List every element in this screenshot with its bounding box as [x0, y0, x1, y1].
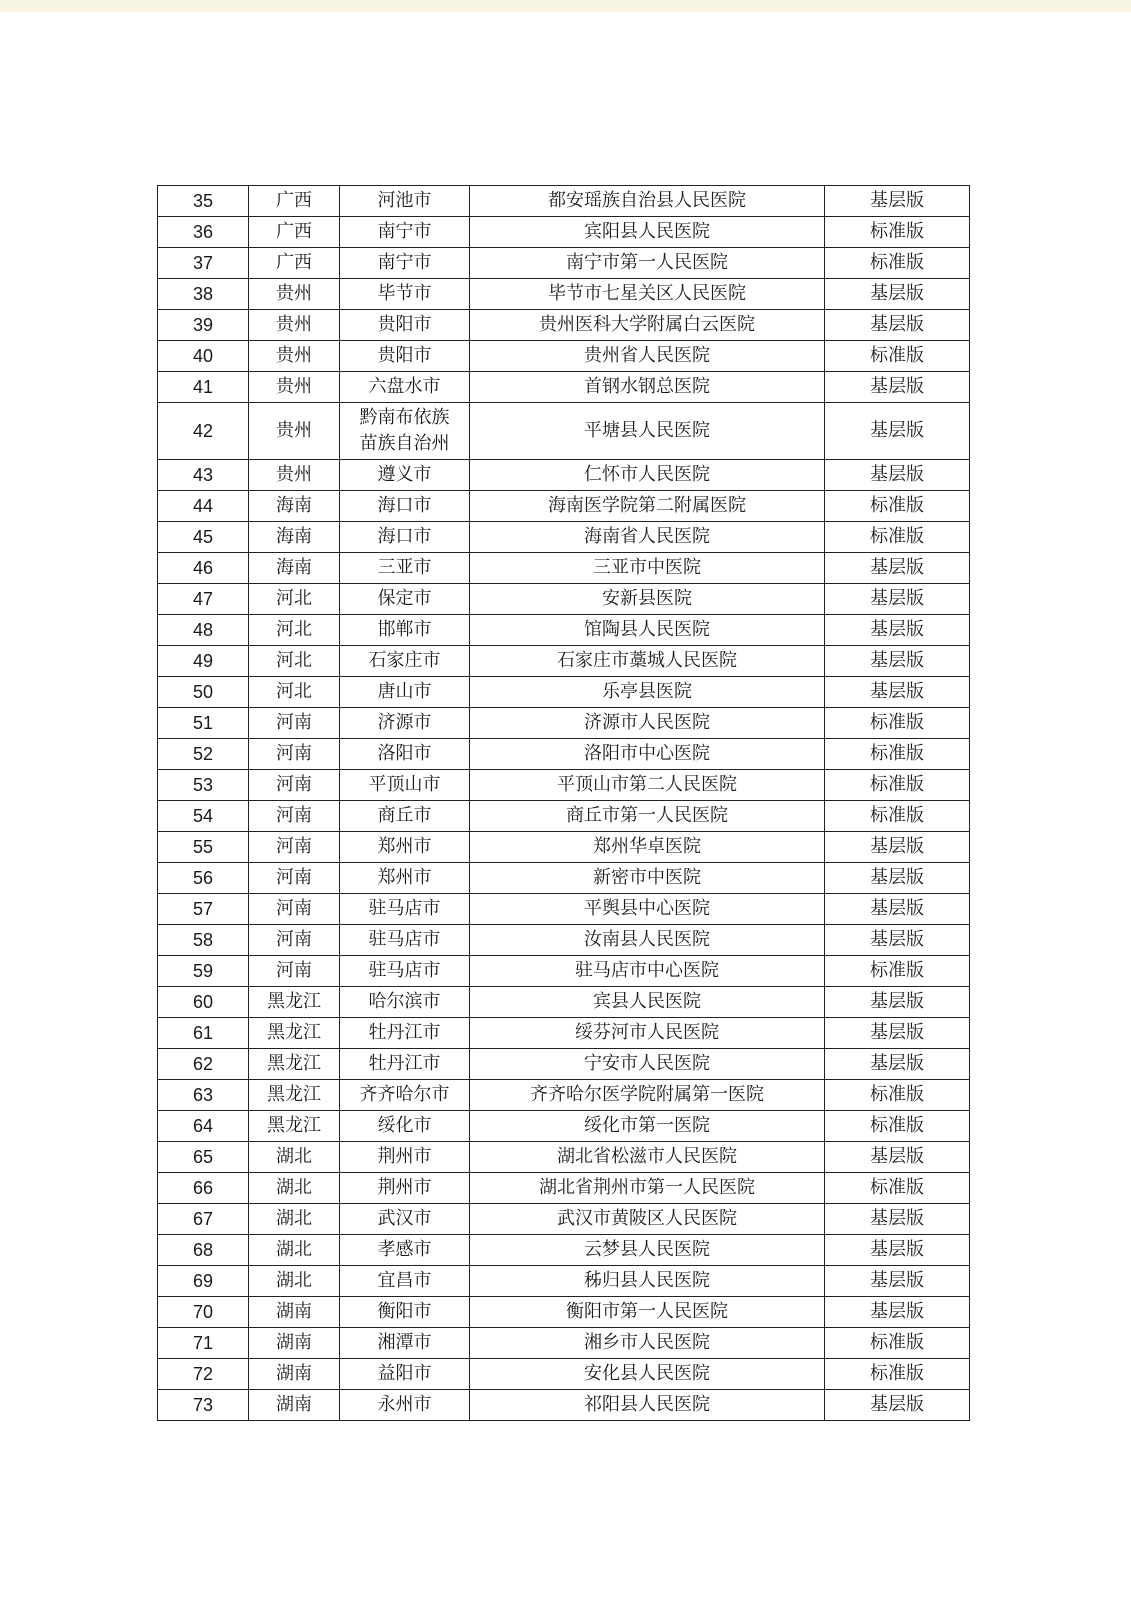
hospital-name-cell: 洛阳市中心医院: [470, 739, 825, 770]
city-cell: 永州市: [340, 1390, 470, 1421]
version-cell: 基层版: [825, 310, 970, 341]
city-cell: 遵义市: [340, 460, 470, 491]
table-row: [158, 1173, 970, 1204]
table-row: [158, 1328, 970, 1359]
version-cell: 基层版: [825, 279, 970, 310]
table-row: [158, 1235, 970, 1266]
hospital-name-cell: 石家庄市藁城人民医院: [470, 646, 825, 677]
province-cell: 贵州: [249, 460, 340, 491]
table-row: [158, 1111, 970, 1142]
row-number: 70: [158, 1297, 249, 1328]
province-cell: 黑龙江: [249, 1080, 340, 1111]
version-cell: 基层版: [825, 1266, 970, 1297]
province-cell: 海南: [249, 491, 340, 522]
hospital-name-cell: 新密市中医院: [470, 863, 825, 894]
hospital-name-cell: 云梦县人民医院: [470, 1235, 825, 1266]
row-number: 51: [158, 708, 249, 739]
table-row: [158, 1297, 970, 1328]
hospital-name-cell: 郑州华卓医院: [470, 832, 825, 863]
city-cell: 武汉市: [340, 1204, 470, 1235]
city-cell: 石家庄市: [340, 646, 470, 677]
version-cell: 基层版: [825, 1390, 970, 1421]
version-cell: 基层版: [825, 1235, 970, 1266]
city-cell: 河池市: [340, 186, 470, 217]
version-cell: 基层版: [825, 832, 970, 863]
row-number: 73: [158, 1390, 249, 1421]
table-row: [158, 1266, 970, 1297]
row-number: 40: [158, 341, 249, 372]
row-number: 66: [158, 1173, 249, 1204]
version-cell: 基层版: [825, 403, 970, 460]
hospital-name-cell: 宾县人民医院: [470, 987, 825, 1018]
hospital-name-cell: 仁怀市人民医院: [470, 460, 825, 491]
version-cell: 标准版: [825, 1173, 970, 1204]
city-cell: 荆州市: [340, 1142, 470, 1173]
version-cell: 基层版: [825, 677, 970, 708]
city-cell: 海口市: [340, 522, 470, 553]
city-cell: 六盘水市: [340, 372, 470, 403]
province-cell: 广西: [249, 186, 340, 217]
city-cell: 黔南布依族 苗族自治州: [340, 403, 470, 460]
table-row: [158, 1080, 970, 1111]
row-number: 55: [158, 832, 249, 863]
province-cell: 贵州: [249, 310, 340, 341]
hospital-name-cell: 宾阳县人民医院: [470, 217, 825, 248]
table-row: [158, 1049, 970, 1080]
province-cell: 河南: [249, 739, 340, 770]
table-row: [158, 186, 970, 217]
row-number: 69: [158, 1266, 249, 1297]
city-cell: 邯郸市: [340, 615, 470, 646]
table-row: [158, 491, 970, 522]
hospital-name-cell: 湖北省松滋市人民医院: [470, 1142, 825, 1173]
city-cell: 湘潭市: [340, 1328, 470, 1359]
hospital-name-cell: 商丘市第一人民医院: [470, 801, 825, 832]
hospital-name-cell: 湖北省荆州市第一人民医院: [470, 1173, 825, 1204]
hospital-name-cell: 武汉市黄陂区人民医院: [470, 1204, 825, 1235]
row-number: 48: [158, 615, 249, 646]
row-number: 58: [158, 925, 249, 956]
version-cell: 标准版: [825, 1328, 970, 1359]
province-cell: 河南: [249, 832, 340, 863]
table-row: [158, 925, 970, 956]
row-number: 54: [158, 801, 249, 832]
province-cell: 黑龙江: [249, 1111, 340, 1142]
row-number: 56: [158, 863, 249, 894]
province-cell: 河南: [249, 801, 340, 832]
version-cell: 标准版: [825, 770, 970, 801]
row-number: 35: [158, 186, 249, 217]
table-row: [158, 770, 970, 801]
city-cell: 贵阳市: [340, 310, 470, 341]
version-cell: 标准版: [825, 491, 970, 522]
city-cell: 驻马店市: [340, 925, 470, 956]
version-cell: 标准版: [825, 217, 970, 248]
version-cell: 基层版: [825, 646, 970, 677]
hospital-name-cell: 湘乡市人民医院: [470, 1328, 825, 1359]
row-number: 47: [158, 584, 249, 615]
hospital-name-cell: 衡阳市第一人民医院: [470, 1297, 825, 1328]
version-cell: 标准版: [825, 1080, 970, 1111]
row-number: 57: [158, 894, 249, 925]
city-cell: 郑州市: [340, 832, 470, 863]
table-row: [158, 372, 970, 403]
hospital-table: [157, 185, 970, 1421]
province-cell: 黑龙江: [249, 1018, 340, 1049]
hospital-name-cell: 南宁市第一人民医院: [470, 248, 825, 279]
city-cell: 牡丹江市: [340, 1018, 470, 1049]
hospital-name-cell: 绥芬河市人民医院: [470, 1018, 825, 1049]
version-cell: 基层版: [825, 1204, 970, 1235]
province-cell: 湖南: [249, 1328, 340, 1359]
city-cell: 郑州市: [340, 863, 470, 894]
version-cell: 标准版: [825, 1359, 970, 1390]
table-row: [158, 1359, 970, 1390]
table-row: [158, 1018, 970, 1049]
city-cell: 宜昌市: [340, 1266, 470, 1297]
row-number: 61: [158, 1018, 249, 1049]
province-cell: 贵州: [249, 372, 340, 403]
table-row: [158, 894, 970, 925]
hospital-name-cell: 首钢水钢总医院: [470, 372, 825, 403]
row-number: 46: [158, 553, 249, 584]
province-cell: 湖南: [249, 1297, 340, 1328]
province-cell: 湖北: [249, 1142, 340, 1173]
version-cell: 基层版: [825, 894, 970, 925]
province-cell: 海南: [249, 522, 340, 553]
table-row: [158, 1142, 970, 1173]
row-number: 41: [158, 372, 249, 403]
version-cell: 标准版: [825, 1111, 970, 1142]
row-number: 65: [158, 1142, 249, 1173]
city-cell: 济源市: [340, 708, 470, 739]
province-cell: 河南: [249, 863, 340, 894]
hospital-name-cell: 馆陶县人民医院: [470, 615, 825, 646]
city-cell: 三亚市: [340, 553, 470, 584]
city-cell: 荆州市: [340, 1173, 470, 1204]
hospital-name-cell: 祁阳县人民医院: [470, 1390, 825, 1421]
table-row: [158, 1204, 970, 1235]
version-cell: 基层版: [825, 553, 970, 584]
province-cell: 河北: [249, 677, 340, 708]
province-cell: 河北: [249, 615, 340, 646]
table-body: [158, 186, 970, 1421]
version-cell: 基层版: [825, 863, 970, 894]
province-cell: 贵州: [249, 403, 340, 460]
table-row: [158, 248, 970, 279]
hospital-name-cell: 宁安市人民医院: [470, 1049, 825, 1080]
hospital-name-cell: 平塘县人民医院: [470, 403, 825, 460]
province-cell: 湖南: [249, 1359, 340, 1390]
hospital-name-cell: 海南医学院第二附属医院: [470, 491, 825, 522]
version-cell: 标准版: [825, 248, 970, 279]
city-cell: 保定市: [340, 584, 470, 615]
hospital-name-cell: 驻马店市中心医院: [470, 956, 825, 987]
row-number: 49: [158, 646, 249, 677]
row-number: 42: [158, 403, 249, 460]
hospital-name-cell: 安化县人民医院: [470, 1359, 825, 1390]
row-number: 50: [158, 677, 249, 708]
hospital-name-cell: 贵州医科大学附属白云医院: [470, 310, 825, 341]
version-cell: 基层版: [825, 1142, 970, 1173]
version-cell: 标准版: [825, 708, 970, 739]
version-cell: 基层版: [825, 987, 970, 1018]
city-cell: 洛阳市: [340, 739, 470, 770]
row-number: 43: [158, 460, 249, 491]
province-cell: 黑龙江: [249, 987, 340, 1018]
city-cell: 南宁市: [340, 217, 470, 248]
table-row: [158, 801, 970, 832]
hospital-name-cell: 秭归县人民医院: [470, 1266, 825, 1297]
province-cell: 湖北: [249, 1204, 340, 1235]
province-cell: 河南: [249, 770, 340, 801]
table-row: [158, 403, 970, 460]
city-cell: 贵阳市: [340, 341, 470, 372]
province-cell: 广西: [249, 248, 340, 279]
version-cell: 标准版: [825, 956, 970, 987]
row-number: 38: [158, 279, 249, 310]
table-row: [158, 217, 970, 248]
table-row: [158, 1390, 970, 1421]
province-cell: 河南: [249, 925, 340, 956]
hospital-name-cell: 毕节市七星关区人民医院: [470, 279, 825, 310]
table-row: [158, 522, 970, 553]
hospital-name-cell: 齐齐哈尔医学院附属第一医院: [470, 1080, 825, 1111]
city-cell: 唐山市: [340, 677, 470, 708]
province-cell: 湖北: [249, 1173, 340, 1204]
hospital-name-cell: 平顶山市第二人民医院: [470, 770, 825, 801]
table-row: [158, 956, 970, 987]
scan-edge: [0, 0, 1131, 12]
version-cell: 基层版: [825, 584, 970, 615]
table-row: [158, 739, 970, 770]
hospital-name-cell: 汝南县人民医院: [470, 925, 825, 956]
row-number: 44: [158, 491, 249, 522]
province-cell: 贵州: [249, 279, 340, 310]
table-row: [158, 460, 970, 491]
hospital-name-cell: 安新县医院: [470, 584, 825, 615]
hospital-name-cell: 平舆县中心医院: [470, 894, 825, 925]
row-number: 71: [158, 1328, 249, 1359]
province-cell: 湖南: [249, 1390, 340, 1421]
hospital-name-cell: 三亚市中医院: [470, 553, 825, 584]
row-number: 59: [158, 956, 249, 987]
row-number: 63: [158, 1080, 249, 1111]
province-cell: 海南: [249, 553, 340, 584]
table-row: [158, 708, 970, 739]
row-number: 36: [158, 217, 249, 248]
row-number: 37: [158, 248, 249, 279]
version-cell: 标准版: [825, 522, 970, 553]
hospital-name-cell: 贵州省人民医院: [470, 341, 825, 372]
province-cell: 广西: [249, 217, 340, 248]
province-cell: 河南: [249, 894, 340, 925]
city-cell: 哈尔滨市: [340, 987, 470, 1018]
city-cell: 商丘市: [340, 801, 470, 832]
table-row: [158, 677, 970, 708]
hospital-name-cell: 济源市人民医院: [470, 708, 825, 739]
city-cell: 绥化市: [340, 1111, 470, 1142]
table-row: [158, 310, 970, 341]
row-number: 39: [158, 310, 249, 341]
city-cell: 毕节市: [340, 279, 470, 310]
version-cell: 基层版: [825, 460, 970, 491]
version-cell: 基层版: [825, 1049, 970, 1080]
province-cell: 湖北: [249, 1235, 340, 1266]
province-cell: 黑龙江: [249, 1049, 340, 1080]
city-cell: 孝感市: [340, 1235, 470, 1266]
city-cell: 衡阳市: [340, 1297, 470, 1328]
province-cell: 河北: [249, 584, 340, 615]
version-cell: 基层版: [825, 372, 970, 403]
table-row: [158, 341, 970, 372]
hospital-name-cell: 海南省人民医院: [470, 522, 825, 553]
table-row: [158, 584, 970, 615]
version-cell: 基层版: [825, 925, 970, 956]
table-row: [158, 553, 970, 584]
table-row: [158, 646, 970, 677]
version-cell: 标准版: [825, 739, 970, 770]
city-cell: 驻马店市: [340, 956, 470, 987]
row-number: 72: [158, 1359, 249, 1390]
version-cell: 标准版: [825, 341, 970, 372]
city-cell: 牡丹江市: [340, 1049, 470, 1080]
hospital-name-cell: 都安瑶族自治县人民医院: [470, 186, 825, 217]
city-cell: 益阳市: [340, 1359, 470, 1390]
table-row: [158, 615, 970, 646]
row-number: 64: [158, 1111, 249, 1142]
city-cell: 平顶山市: [340, 770, 470, 801]
row-number: 53: [158, 770, 249, 801]
version-cell: 基层版: [825, 1018, 970, 1049]
version-cell: 标准版: [825, 801, 970, 832]
city-cell: 驻马店市: [340, 894, 470, 925]
table-row: [158, 863, 970, 894]
version-cell: 基层版: [825, 615, 970, 646]
version-cell: 基层版: [825, 186, 970, 217]
row-number: 62: [158, 1049, 249, 1080]
province-cell: 湖北: [249, 1266, 340, 1297]
table-row: [158, 832, 970, 863]
row-number: 60: [158, 987, 249, 1018]
province-cell: 河南: [249, 708, 340, 739]
hospital-name-cell: 乐亭县医院: [470, 677, 825, 708]
city-cell: 齐齐哈尔市: [340, 1080, 470, 1111]
province-cell: 贵州: [249, 341, 340, 372]
row-number: 68: [158, 1235, 249, 1266]
row-number: 45: [158, 522, 249, 553]
table-row: [158, 987, 970, 1018]
city-cell: 海口市: [340, 491, 470, 522]
table-row: [158, 279, 970, 310]
hospital-name-cell: 绥化市第一医院: [470, 1111, 825, 1142]
province-cell: 河北: [249, 646, 340, 677]
row-number: 67: [158, 1204, 249, 1235]
province-cell: 河南: [249, 956, 340, 987]
row-number: 52: [158, 739, 249, 770]
city-cell: 南宁市: [340, 248, 470, 279]
version-cell: 基层版: [825, 1297, 970, 1328]
